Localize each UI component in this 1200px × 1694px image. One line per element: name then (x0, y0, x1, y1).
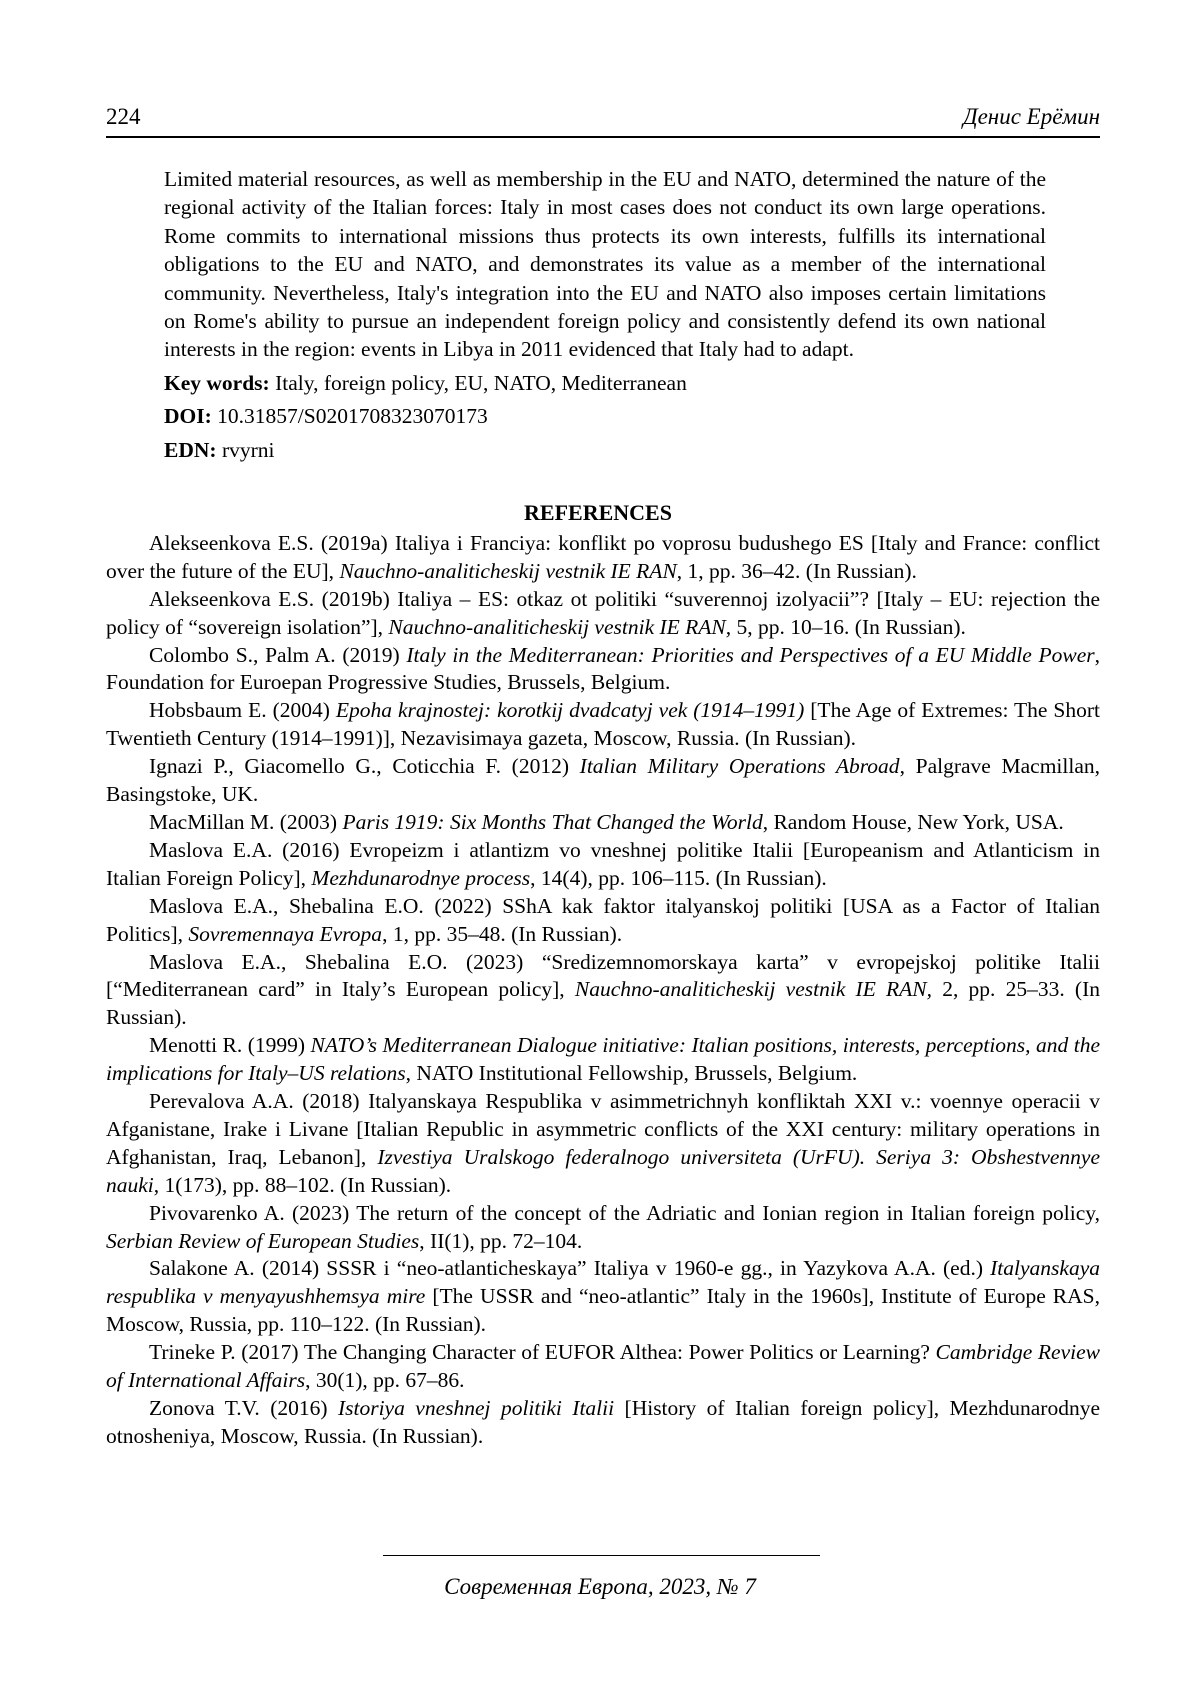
reference-details: , II(1), pp. 72–104. (419, 1228, 583, 1253)
reference-details: [History of Italian foreign policy], Mezhdunarodnye otnosheniya, Moscow, Russia. (In Russian). (106, 1396, 1100, 1448)
reference-details: , 1, pp. 35–48. (In Russian). (382, 921, 623, 946)
reference-source-title: Mezhdunarodnye process (311, 865, 531, 890)
reference-text: Salakone A. (2014) SSSR i “neo-atlanticheskaya” Italiya v 1960-e gg., in Yazykova A.A. (ed.) (149, 1256, 991, 1281)
edn-line (164, 436, 1046, 464)
reference-item (106, 1395, 1100, 1451)
reference-details: , Foundation for Euroepan Progressive Studies, Brussels, Belgium. (106, 642, 1100, 695)
reference-source-title: Epoha krajnostej: korotkij dvadcatyj vek (1914–1991) (335, 698, 805, 723)
reference-text: MacMillan M. (2003) (149, 809, 343, 834)
reference-item (106, 1032, 1100, 1088)
reference-details: , 30(1), pp. 67–86. (305, 1368, 465, 1393)
reference-details: [The Age of Extremes: The Short Twentieth Century (1914–1991)], Nezavisimaya gazeta, Moscow, Russia. (In Russian). (106, 698, 1100, 751)
reference-source-title: Paris 1919: Six Months That Changed the World (342, 809, 763, 834)
reference-source-title: NATO’s Mediterranean Dialogue initiative: Italian positions, interests, perceptions, and the implications for Italy–US relations (106, 1033, 1100, 1086)
reference-source-title: Italy in the Mediterranean: Priorities and Perspectives of a EU Middle Power (406, 642, 1095, 667)
doi-label: DOI: (164, 404, 212, 429)
reference-item (106, 697, 1100, 753)
reference-source-title: Nauchno-analiticheskij vestnik IE RAN, (574, 977, 933, 1002)
reference-details: , 1(173), pp. 88–102. (In Russian). (153, 1172, 452, 1197)
edn-label: EDN: (164, 437, 217, 462)
keywords-label: Key words: (164, 370, 270, 395)
journal-footer: Современная Европа, 2023, № 7 (444, 1574, 756, 1599)
reference-text: Maslova E.A. (2016) Evropeizm i atlantizm vo vneshnej politike Italii [Europeanism and Atlanticism in Italian Foreign Policy], (106, 837, 1100, 890)
reference-details: , Random House, New York, USA. (762, 809, 1064, 834)
reference-details: , NATO Institutional Fellowship, Brussels, Belgium. (405, 1061, 858, 1086)
page-number: 224 (106, 104, 141, 129)
references-list (106, 530, 1100, 1451)
reference-source-title: Nauchno-analiticheskij vestnik IE RAN (339, 558, 677, 583)
reference-details: [The USSR and “neo-atlantic” Italy in the 1960s], Institute of Europe RAS, Moscow, Russia, pp. 110–122. (In Russian). (106, 1284, 1101, 1337)
reference-details: , 1, pp. 36–42. (In Russian). (676, 558, 917, 583)
reference-text: Trineke P. (2017) The Changing Character of EUFOR Althea: Power Politics or Learning? (149, 1340, 936, 1365)
reference-item (106, 1255, 1100, 1339)
reference-details: , Palgrave Macmillan, Basingstoke, UK. (106, 754, 1101, 807)
reference-source-title: Sovremennaya Evropa (188, 921, 383, 946)
reference-source-title: Nauchno-analiticheskij vestnik IE RAN, (388, 614, 732, 639)
reference-item (106, 1339, 1100, 1395)
reference-details: 2, pp. 25–33. (In Russian). (106, 977, 1100, 1030)
running-header (106, 104, 1100, 138)
references-title: REFERENCES (524, 500, 672, 525)
reference-text: Alekseenkova E.S. (2019a) Italiya i Franciya: konflikt po voprosu budushego ES [Italy and France: conflict over the future of the EU], (106, 530, 1100, 583)
reference-source-title: Serbian Review of European Studies (106, 1228, 420, 1253)
abstract-text: Limited material resources, as well as membership in the EU and NATO, determined the nature of the regional activity of the Italian forces: Italy in most cases does not conduct its own large operations. Rome commits to international missions thus protects its own interests, fulfills its international obligations to the EU and NATO, and demonstrates its value as a member of the international community. Nevertheless, Italy's integration into the EU and NATO also imposes certain limitations on Rome's ability to pursue an independent foreign policy and consistently defend its own national interests in the region: events in Libya in 2011 evidenced that Italy had to adapt. (164, 167, 1046, 362)
reference-item (106, 837, 1100, 893)
running-header-author: Денис Ерёмин (962, 104, 1100, 129)
reference-text: Menotti R. (1999) (149, 1033, 311, 1058)
reference-details: 5, pp. 10–16. (In Russian). (731, 614, 966, 639)
doi-line (164, 402, 1046, 430)
reference-text: Colombo S., Palm A. (2019) (149, 642, 407, 667)
reference-source-title: Izvestiya Uralskogo federalnogo universiteta (UrFU). Seriya 3: Obshestvennye nauki (106, 1144, 1100, 1197)
reference-text: Maslova E.A., Shebalina E.O. (2023) “Sredizemnomorskaya karta” v evropejskoj politike Italii [“Mediterranean card” in Italy’s European policy], (106, 949, 1100, 1002)
reference-item (106, 1200, 1100, 1256)
reference-item (106, 893, 1100, 949)
reference-text: Alekseenkova E.S. (2019b) Italiya – ES: otkaz ot politiki “suverennoj izolyacii”? [Italy – EU: rejection the policy of “sovereign isolation”], (106, 586, 1100, 639)
reference-item (106, 753, 1100, 809)
reference-text: Pivovarenko A. (2023) The return of the concept of the Adriatic and Ionian region in Italian foreign policy, (149, 1200, 1100, 1225)
reference-item (106, 1088, 1100, 1200)
reference-text: Maslova E.A., Shebalina E.O. (2022) SShA kak faktor italyanskoj politiki [USA as a Factor of Italian Politics], (106, 893, 1100, 946)
keywords-value: Italy, foreign policy, EU, NATO, Mediterranean (275, 370, 687, 395)
edn-value: rvyrni (221, 437, 275, 462)
reference-source-title: Italian Military Operations Abroad (579, 754, 900, 779)
references-section (106, 495, 1100, 1451)
reference-item (106, 949, 1100, 1033)
doi-value: 10.31857/S0201708323070173 (217, 404, 488, 429)
reference-source-title: Cambridge Review of International Affairs (106, 1340, 1100, 1393)
reference-source-title: Istoriya vneshnej politiki Italii (337, 1396, 615, 1420)
reference-item (106, 530, 1100, 586)
reference-item (106, 586, 1100, 642)
reference-item (106, 809, 1100, 837)
reference-text: Perevalova A.A. (2018) Italyanskaya Respublika v asimmetrichnyh konfliktah XXI v.: voennye operacii v Afganistane, Irake i Livane [Italian Republic in asymmetric conflicts of the XXI century: military operations in Afghanistan, Iraq, Lebanon], (106, 1089, 1100, 1169)
reference-details: , 14(4), pp. 106–115. (In Russian). (530, 865, 827, 890)
keywords-line (164, 369, 1046, 397)
reference-source-title: Italyanskaya respublika v menyayushhemsya mire (106, 1256, 1100, 1309)
reference-text: Zonova T.V. (2016) (149, 1396, 338, 1420)
footer-rule (383, 1555, 820, 1556)
reference-text: Ignazi P., Giacomello G., Coticchia F. (2012) (149, 754, 580, 779)
abstract (164, 165, 1046, 464)
reference-item (106, 642, 1100, 698)
reference-text: Hobsbaum E. (2004) (149, 698, 336, 723)
